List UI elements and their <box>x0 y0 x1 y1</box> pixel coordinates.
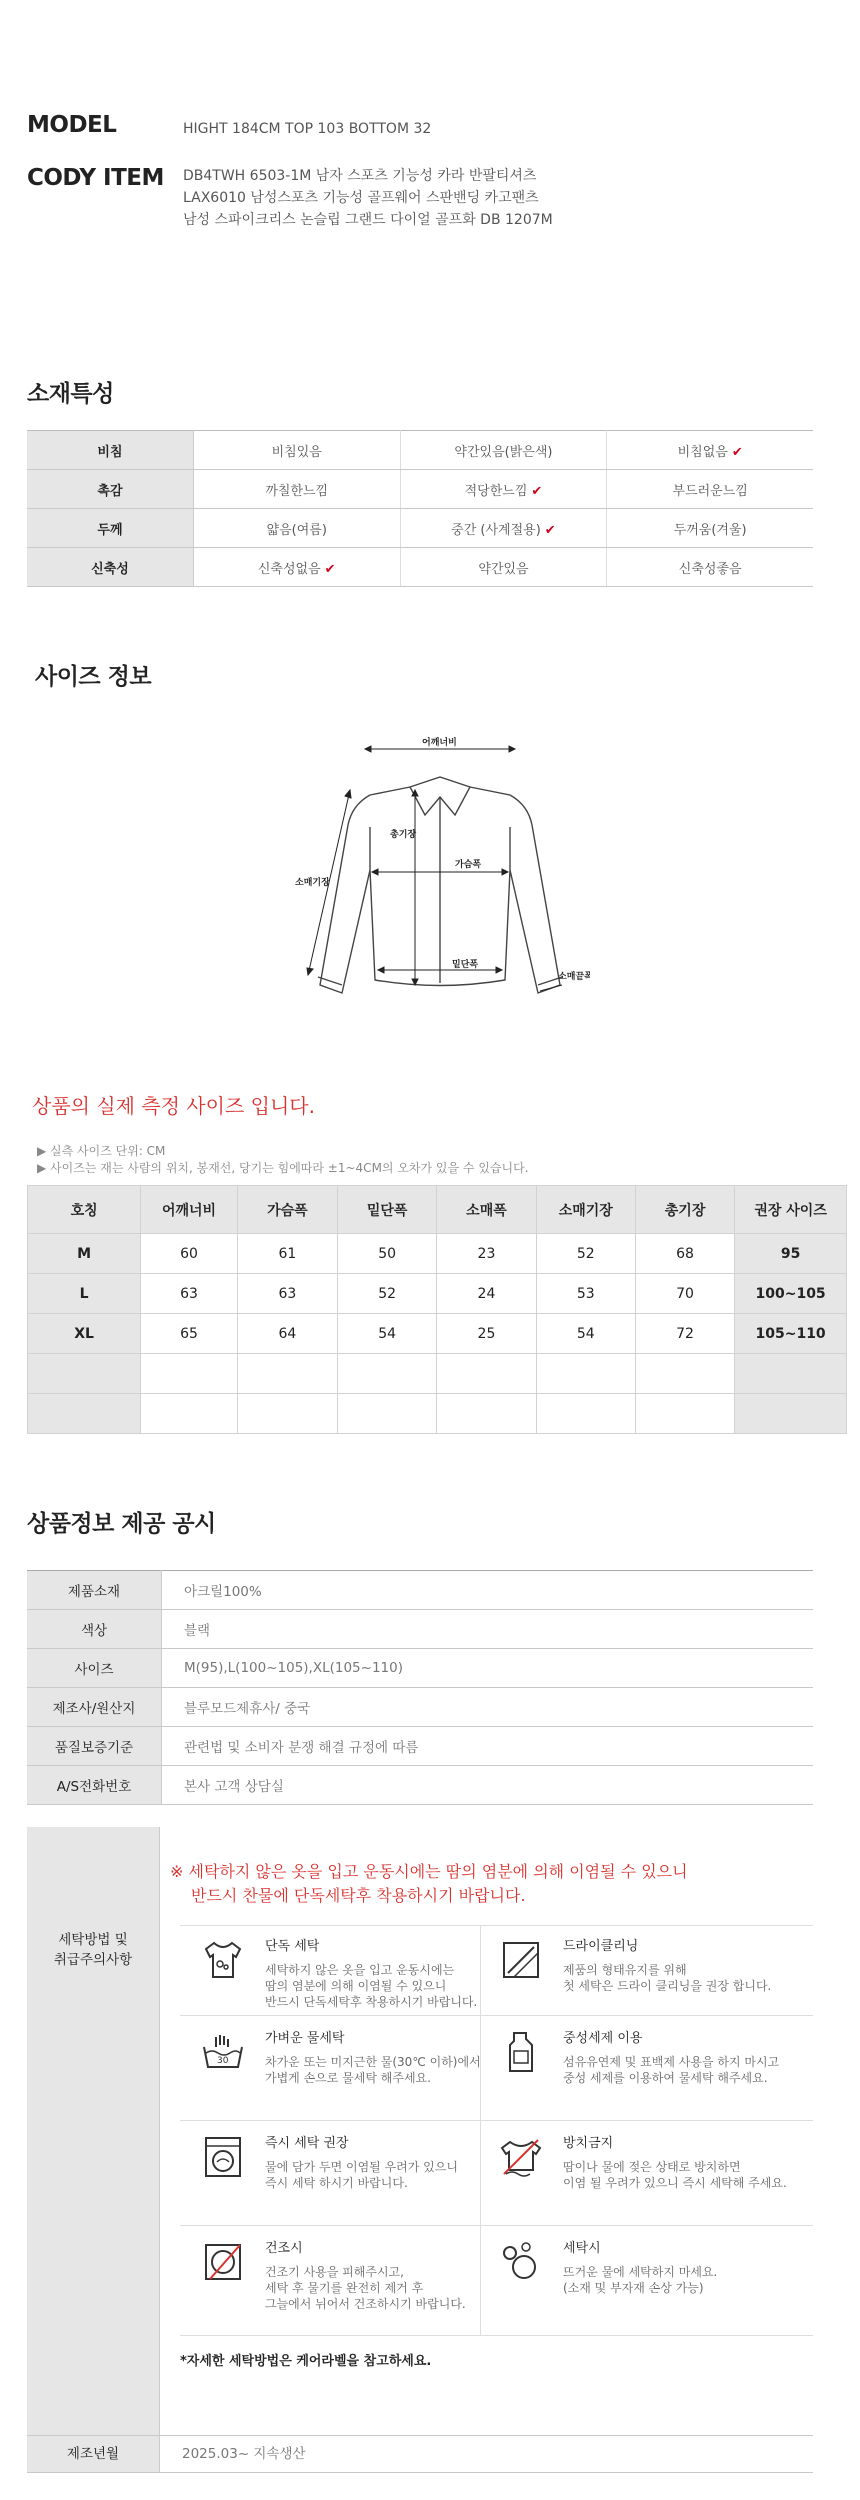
material-option <box>193 431 400 470</box>
size-cell: XL <box>28 1314 141 1354</box>
material-row-label: 비침 <box>27 431 193 470</box>
care-item-title: 방치금지 <box>563 2136 614 2151</box>
material-option <box>400 509 607 548</box>
check-icon: ✔ <box>324 561 336 577</box>
care-warning <box>170 1860 688 1908</box>
neutral-detergent-icon <box>498 2029 544 2075</box>
info-value: 본사 고객 상담실 <box>162 1766 814 1805</box>
material-option <box>607 548 813 587</box>
care-item-desc: 그늘에서 뉘어서 건조하시기 바랍니다. <box>265 2297 466 2311</box>
size-row <box>28 1274 847 1314</box>
material-option <box>193 509 400 548</box>
info-row <box>27 1649 813 1688</box>
care-item-desc: 건조기 사용을 피해주시고, <box>265 2265 404 2279</box>
size-diagram <box>290 735 590 1015</box>
material-option-label: 비침없음 <box>677 444 728 460</box>
material-option <box>607 509 813 548</box>
material-option-label: 신축성없음 <box>257 561 321 577</box>
info-row <box>27 1610 813 1649</box>
care-item-desc: 가볍게 손으로 물세탁 해주세요. <box>265 2071 431 2085</box>
size-note-unit: ▶ 실측 사이즈 단위: CM <box>37 1144 166 1158</box>
care-item-desc: 이염 될 우려가 있으니 즉시 세탁해 주세요. <box>563 2176 787 2190</box>
washing-machine-icon <box>200 2134 246 2180</box>
care-key-line: 취급주의사항 <box>53 1952 133 1968</box>
material-option-label: 까칠한느낌 <box>265 483 329 499</box>
no-tumble-dry-icon <box>200 2239 246 2285</box>
material-option-label: 약간있음 <box>478 561 529 577</box>
size-empty-cell <box>237 1394 337 1434</box>
info-key: 제품소재 <box>27 1571 162 1610</box>
care-item-desc: 뜨거운 물에 세탁하지 마세요. <box>563 2265 718 2279</box>
label-sleeve-width: 소매끝폭 <box>558 972 590 982</box>
care-item-title: 세탁시 <box>563 2241 601 2256</box>
info-key: 사이즈 <box>27 1649 162 1688</box>
size-cell: 65 <box>141 1314 238 1354</box>
care-item-desc: 땀의 염분에 의해 이염될 수 있으니 <box>265 1979 447 1993</box>
size-info-title: 사이즈 정보 <box>35 664 152 690</box>
care-item-desc: 세탁하지 않은 옷을 입고 운동시에는 <box>265 1963 455 1977</box>
care-item-desc: 섬유유연제 및 표백제 사용을 하지 마시고 <box>563 2055 780 2069</box>
material-option-label: 부드러운느낌 <box>672 483 748 499</box>
manufacture-date-key: 제조년월 <box>27 2436 160 2472</box>
material-row-label: 두께 <box>27 509 193 548</box>
row-divider <box>27 2472 813 2473</box>
care-item <box>563 2237 717 2296</box>
size-cell: 60 <box>141 1234 238 1274</box>
care-item-desc: 첫 세탁은 드라이 클리닝을 권장 합니다. <box>563 1979 772 1993</box>
info-key: A/S전화번호 <box>27 1766 162 1805</box>
care-item-title: 건조시 <box>265 2241 303 2256</box>
info-row <box>27 1688 813 1727</box>
size-header-cell: 소매폭 <box>437 1186 536 1234</box>
care-item-desc: 물에 담가 두면 이염될 우려가 있으니 <box>265 2160 458 2174</box>
material-option <box>193 470 400 509</box>
label-hem: 밑단폭 <box>452 960 479 970</box>
care-item-desc: 제품의 형태유지를 위해 <box>563 1963 687 1977</box>
manufacture-date-value: 2025.03~ 지속생산 <box>182 2446 306 2462</box>
size-cell: 61 <box>237 1234 337 1274</box>
material-option-label: 중간 (사계절용) <box>451 522 541 538</box>
material-option <box>400 470 607 509</box>
label-sleeve-length: 소매기장 <box>295 878 330 888</box>
size-empty-cell <box>735 1394 847 1434</box>
check-icon: ✔ <box>544 522 556 538</box>
size-empty-cell <box>536 1354 635 1394</box>
size-cell: L <box>28 1274 141 1314</box>
care-item <box>265 2132 458 2191</box>
care-grid-line <box>180 2015 813 2016</box>
care-grid-line <box>180 2120 813 2121</box>
size-cell: 100~105 <box>735 1274 847 1314</box>
cody-item-label: CODY ITEM <box>27 165 164 191</box>
care-item-desc: 반드시 단독세탁후 착용하시기 바랍니다. <box>265 1995 478 2009</box>
care-item-desc: 즉시 세탁 하시기 바랍니다. <box>265 2176 408 2190</box>
care-item-desc: 중성 세제를 이용하여 물세탁 해주세요. <box>563 2071 768 2085</box>
size-cell: 25 <box>437 1314 536 1354</box>
material-row-label: 신축성 <box>27 548 193 587</box>
care-item <box>563 2027 779 2086</box>
care-item <box>265 2237 466 2312</box>
care-key-cell <box>27 1827 160 2435</box>
info-value: M(95),L(100~105),XL(105~110) <box>162 1649 814 1688</box>
care-grid-line <box>180 2225 813 2226</box>
bubbles-icon <box>498 2239 544 2285</box>
material-row <box>27 509 813 548</box>
size-cell: 105~110 <box>735 1314 847 1354</box>
size-empty-cell <box>141 1394 238 1434</box>
info-value: 블랙 <box>162 1610 814 1649</box>
care-item-title: 즉시 세탁 권장 <box>265 2136 349 2151</box>
size-empty-cell <box>735 1354 847 1394</box>
size-empty-cell <box>635 1354 734 1394</box>
hand-wash-icon <box>200 2029 246 2075</box>
model-label: MODEL <box>27 112 117 138</box>
size-header-cell: 가슴폭 <box>237 1186 337 1234</box>
size-empty-cell <box>338 1394 437 1434</box>
size-cell: 72 <box>635 1314 734 1354</box>
material-option-label: 얇음(여름) <box>266 522 327 538</box>
size-empty-cell <box>635 1394 734 1434</box>
size-cell: 63 <box>141 1274 238 1314</box>
material-option-label: 신축성좋음 <box>678 561 742 577</box>
care-item-title: 드라이클리닝 <box>563 1939 639 1954</box>
size-empty-cell <box>437 1394 536 1434</box>
info-row <box>27 1727 813 1766</box>
product-info-table <box>27 1570 813 1805</box>
size-cell: 52 <box>536 1234 635 1274</box>
size-cell: 50 <box>338 1234 437 1274</box>
care-footer: *자세한 세탁방법은 케어라벨을 참고하세요. <box>180 2354 432 2369</box>
material-option <box>607 470 813 509</box>
material-option-label: 적당한느낌 <box>464 483 528 499</box>
check-icon: ✔ <box>731 444 743 460</box>
cody-item-list <box>183 165 553 231</box>
material-option <box>607 431 813 470</box>
size-row <box>28 1234 847 1274</box>
material-option <box>193 548 400 587</box>
check-icon: ✔ <box>531 483 543 499</box>
care-grid-line <box>480 1925 481 2335</box>
info-value: 아크릴100% <box>162 1571 814 1610</box>
size-table <box>27 1185 847 1434</box>
size-cell: 54 <box>338 1314 437 1354</box>
material-row <box>27 548 813 587</box>
dry-cleaning-icon <box>498 1937 544 1983</box>
size-cell: M <box>28 1234 141 1274</box>
size-empty-cell <box>338 1354 437 1394</box>
care-grid-line <box>180 1925 813 1926</box>
size-header-row <box>28 1186 847 1234</box>
cody-item: DB4TWH 6503-1M 남자 스포츠 기능성 카라 반팔티셔츠 <box>183 168 537 184</box>
size-empty-cell <box>28 1394 141 1434</box>
care-item <box>563 1935 771 1994</box>
size-cell: 68 <box>635 1234 734 1274</box>
cody-item: LAX6010 남성스포츠 기능성 골프웨어 스판밴딩 카고팬츠 <box>183 190 539 206</box>
care-item-desc: 땀이나 물에 젖은 상태로 방치하면 <box>563 2160 741 2174</box>
care-item-desc: (소재 및 부자재 손상 가능) <box>563 2281 704 2295</box>
info-value: 블루모드제휴사/ 중국 <box>162 1688 814 1727</box>
single-wash-shirt-icon <box>200 1937 246 1983</box>
info-row <box>27 1766 813 1805</box>
material-option-label: 약간있음(밝은색) <box>454 444 553 460</box>
model-value: HIGHT 184CM TOP 103 BOTTOM 32 <box>183 121 432 137</box>
material-table <box>27 430 813 587</box>
info-key: 제조사/원산지 <box>27 1688 162 1727</box>
size-cell: 23 <box>437 1234 536 1274</box>
material-row <box>27 431 813 470</box>
size-cell: 53 <box>536 1274 635 1314</box>
size-cell: 54 <box>536 1314 635 1354</box>
info-key: 색상 <box>27 1610 162 1649</box>
size-note-tolerance: ▶ 사이즈는 재는 사람의 위치, 봉재선, 당기는 힘에따라 ±1~4CM의 오차가 있을 수 있습니다. <box>37 1161 529 1175</box>
care-key-label <box>27 1930 159 1970</box>
size-empty-cell <box>141 1354 238 1394</box>
no-soaking-icon <box>498 2134 544 2180</box>
size-cell: 63 <box>237 1274 337 1314</box>
care-warning-line: ※ 세탁하지 않은 옷을 입고 운동시에는 땀의 염분에 의해 이염될 수 있으니 <box>170 1862 688 1881</box>
label-length: 총기장 <box>390 830 417 840</box>
size-row <box>28 1314 847 1354</box>
info-row <box>27 1571 813 1610</box>
label-shoulder: 어깨너비 <box>422 738 457 748</box>
shirt-diagram-icon <box>290 735 590 1015</box>
care-grid-line <box>180 2335 813 2336</box>
size-header-cell: 호칭 <box>28 1186 141 1234</box>
care-item-title: 중성세제 이용 <box>563 2031 643 2046</box>
material-row <box>27 470 813 509</box>
cody-item: 남성 스파이크리스 논슬립 그랜드 다이얼 골프화 DB 1207M <box>183 212 553 228</box>
care-item-desc: 차가운 또는 미지근한 물(30℃ 이하)에서 <box>265 2055 481 2069</box>
material-title: 소재특성 <box>27 381 114 407</box>
care-key-line: 세탁방법 및 <box>58 1932 128 1948</box>
size-header-cell: 소매기장 <box>536 1186 635 1234</box>
material-option-label: 비침있음 <box>271 444 322 460</box>
care-warning-line: 반드시 찬물에 단독세탁후 착용하시기 바랍니다. <box>191 1886 526 1905</box>
size-empty-cell <box>437 1354 536 1394</box>
size-header-cell: 밑단폭 <box>338 1186 437 1234</box>
size-notice: 상품의 실제 측정 사이즈 입니다. <box>32 1094 315 1118</box>
material-row-label: 촉감 <box>27 470 193 509</box>
svg-text:30: 30 <box>217 2056 229 2066</box>
care-item-title: 가벼운 물세탁 <box>265 2031 345 2046</box>
size-cell: 70 <box>635 1274 734 1314</box>
size-empty-cell <box>28 1354 141 1394</box>
care-item <box>265 2027 481 2086</box>
size-header-cell: 어깨너비 <box>141 1186 238 1234</box>
material-option <box>400 431 607 470</box>
size-header-cell: 권장 사이즈 <box>735 1186 847 1234</box>
product-info-title: 상품정보 제공 공시 <box>27 1511 216 1537</box>
size-empty-cell <box>237 1354 337 1394</box>
size-empty-row <box>28 1394 847 1434</box>
care-item-title: 단독 세탁 <box>265 1939 320 1954</box>
size-empty-row <box>28 1354 847 1394</box>
label-chest: 가슴폭 <box>455 860 482 870</box>
size-cell: 24 <box>437 1274 536 1314</box>
info-key: 품질보증기준 <box>27 1727 162 1766</box>
info-value: 관련법 및 소비자 분쟁 해결 규정에 따름 <box>162 1727 814 1766</box>
care-item <box>265 1935 477 2010</box>
size-cell: 64 <box>237 1314 337 1354</box>
size-cell: 95 <box>735 1234 847 1274</box>
material-option-label: 두꺼움(겨울) <box>673 522 747 538</box>
size-empty-cell <box>536 1394 635 1434</box>
care-item <box>563 2132 787 2191</box>
material-option <box>400 548 607 587</box>
care-item-desc: 세탁 후 물기를 완전히 제거 후 <box>265 2281 424 2295</box>
size-header-cell: 총기장 <box>635 1186 734 1234</box>
size-cell: 52 <box>338 1274 437 1314</box>
